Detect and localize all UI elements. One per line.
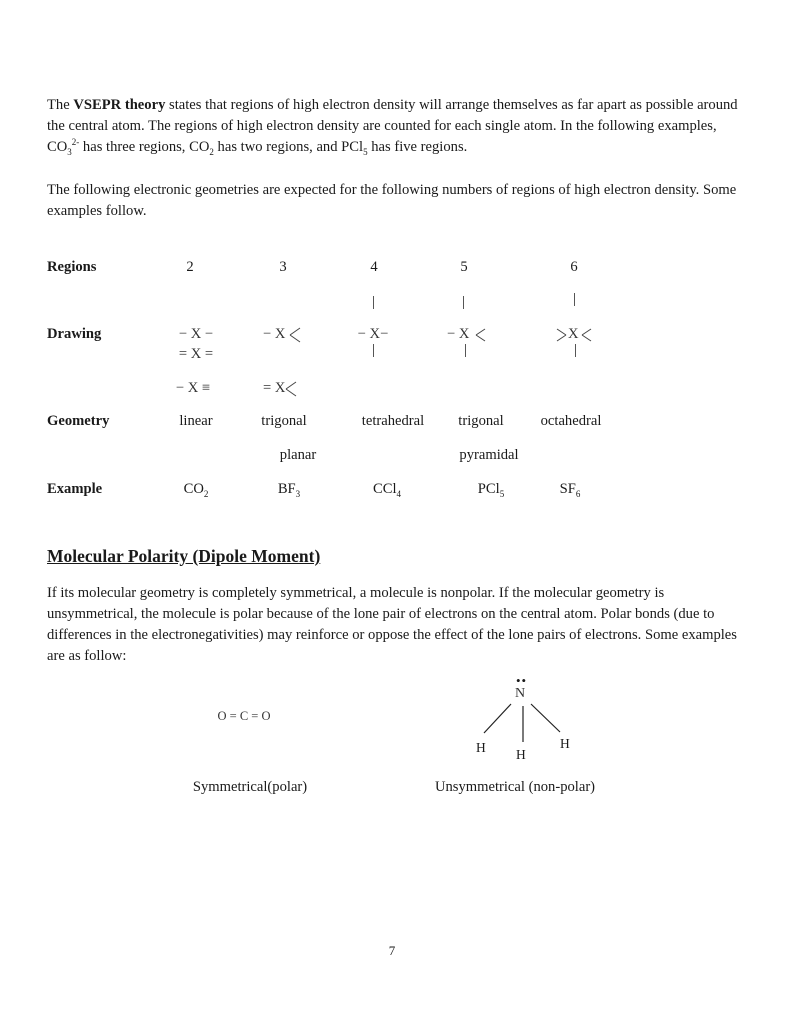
geometry-tetrahedral: tetrahedral [361,413,425,429]
drawing-text: X [568,326,579,342]
fork-bonds-icon [476,327,490,343]
formula-subscript: 2 [203,488,209,499]
example-bf3 [278,481,300,498]
fork-bonds-icon [286,381,300,397]
co2-caption: Symmetrical(polar) [192,779,308,795]
formula-subscript: 2 [209,146,214,157]
formula-co3: CO [47,139,68,155]
example-ccl4 [373,481,401,498]
drawing-linear-single: − X − [178,326,214,342]
nh3-caption: Unsymmetrical (non-polar) [434,779,596,795]
hydrogen-atom-left: H [476,740,486,755]
nitrogen-atom: N [515,686,526,701]
regions-value: 4 [370,259,378,275]
regions-value: 6 [570,259,578,275]
geometry-linear: linear [179,413,213,429]
drawing-text: − X [263,326,286,342]
intro-text: has two regions, and [213,139,342,155]
regions-value: 3 [279,259,287,275]
formula-subscript: 3 [295,488,301,499]
drawing-tetrahedral: − X− [357,326,389,342]
formula-charge: 2- [71,137,80,148]
drawing-trigonal-single [263,326,285,343]
formula-subscript: 3 [67,146,72,157]
formula-base: BF [277,481,296,497]
example-sf6 [560,481,581,498]
formula-base: PCl [477,481,500,497]
formula-co2: CO [189,139,210,155]
bond-line-bottom [465,344,466,357]
co2-structure: O = C = O [217,709,271,723]
formula-subscript: 5 [363,146,368,157]
formula-pcl5: PCl [341,139,364,155]
row-label-geometry: Geometry [47,413,110,429]
drawing-text: − X [447,326,470,342]
intro-text: has five regions. [367,139,468,155]
geometry-planar: planar [279,447,317,463]
formula-subscript: 4 [396,488,402,499]
vsepr-theory-term: VSEPR theory [73,97,166,113]
drawing-linear-double: = X = [178,346,214,362]
example-co2 [184,481,209,498]
bond-line-top [463,296,464,309]
vsepr-intro-paragraph [47,95,747,158]
bond-line-top [574,293,575,306]
regions-value: 5 [460,259,468,275]
drawing-text: = X [263,380,286,396]
row-label-regions: Regions [47,259,97,275]
page-number: 7 [388,943,396,958]
row-label-example: Example [47,481,103,497]
geometries-intro-paragraph: The following electronic geometries are expected for the following numbers of regions of high electron density. Some examples follow. [47,182,737,219]
fork-bonds-icon [290,327,304,343]
lone-pair-dots: •• [516,673,528,688]
formula-subscript: 5 [499,488,505,499]
geometry-trigonal: trigonal [261,413,307,429]
hydrogen-atom-middle: H [516,747,526,762]
drawing-trigonal-double [263,380,285,397]
hydrogen-atom-right: H [560,736,570,751]
formula-base: CO [183,481,204,497]
intro-text: states that regions of high electron density will arrange themselves as far apart as possible around the central atom. The regions of high electron density are counted for each single atom. In the following examples, [47,97,738,134]
section-heading: Molecular Polarity (Dipole Moment) [47,546,321,566]
bond-line-bottom [575,344,576,357]
intro-text: The [47,97,74,113]
drawing-trigonal-bipyramidal [447,326,469,343]
example-pcl5 [478,481,504,498]
regions-value: 2 [186,259,194,275]
row-label-drawing: Drawing [47,326,102,342]
fork-bonds-left-icon [556,327,568,343]
fork-bonds-right-icon [582,327,594,343]
bond-line-top [373,296,374,309]
formula-subscript: 6 [575,488,581,499]
geometry-pyramidal: pyramidal [459,447,519,463]
drawing-linear-single-triple: − X ≡ [175,380,211,396]
geometry-trigonal: trigonal [458,413,504,429]
formula-base: SF [559,481,576,497]
intro-text: has three regions, [79,139,190,155]
bond-line-bottom [373,344,374,357]
polarity-paragraph: If its molecular geometry is completely symmetrical, a molecule is nonpolar. If the molecular geometry is unsymmetrical, the molecule is polar because of the lone pair of electrons on the central atom. Polar bonds (due to differences in the electronegativities) may reinforce or oppose the effect of the lone pairs of electrons. Some examples are as follow: [47,585,737,664]
formula-base: CCl [372,481,397,497]
geometry-octahedral: octahedral [540,413,602,429]
